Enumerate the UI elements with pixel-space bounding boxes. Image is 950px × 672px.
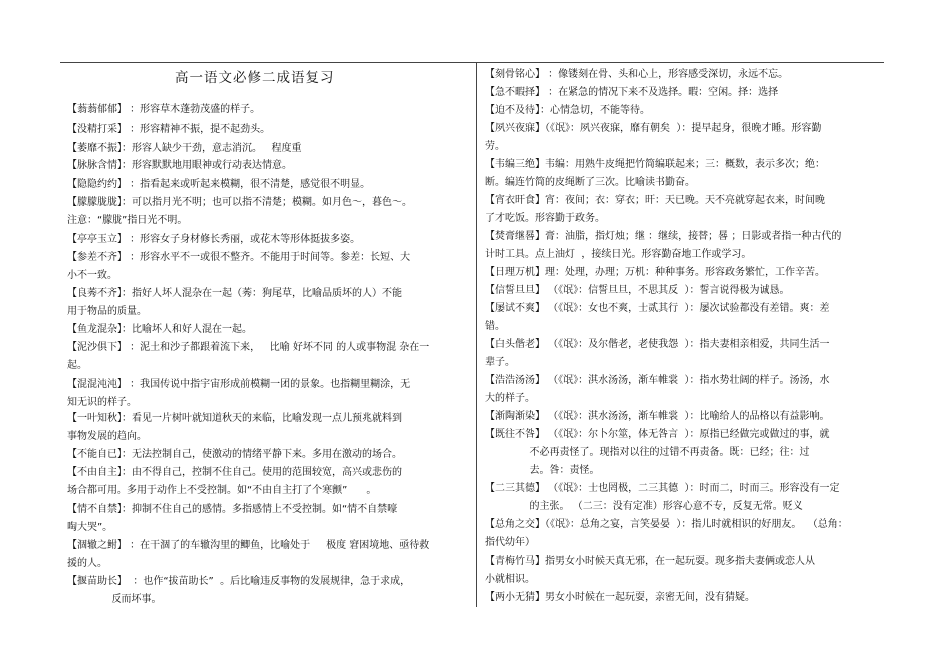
column-divider (476, 62, 477, 607)
idiom-entry: 【参差不齐】 ：形容水平不一或很不整齐。不能用于时间等。参差：长短、大 小不一致。 (67, 252, 411, 282)
page-title: 高一语文必修二成语复习 (175, 70, 335, 86)
idiom-entry: 【揠苗助长】 ：也作“拔苗助长” 。后比喻违反事物的发展规律，急于求成， 反而坏事。 (67, 576, 411, 606)
idiom-entry: 【二三其德】 （《氓》：士也罔极，二三其德 ）：时而二，时而三。形容没有一定 的主张。 （二三：没有定准）形容心意不专，反复无常。贬义 (485, 483, 840, 513)
idiom-entry: 【渐陶渐染】 （《氓》：淇水汤汤，渐车帷裳 ）：比喻给人的品格以有益影响。 (485, 411, 830, 422)
idiom-entry: 【焚膏继晷】膏：油脂，指灯烛；继 ：继续，接替；晷 ；日影或者指一种古代的 计时工具。点上油灯 ，接续日光。形容勤奋地工作或学习。 (485, 231, 842, 261)
idiom-entry: 【情不自禁】：抑制不住自己的感情。多指感情上不受控制。如“情不自禁嚎 啕大哭”。 (67, 504, 398, 534)
idiom-entry: 【没精打采】 ：形容精神不振，提不起劲头。 (67, 124, 271, 135)
idiom-entry: 【泥沙俱下】 ：泥土和沙子都跟着流下来， 比喻 好坏不同 的人或事物混 杂在一 起。 (67, 342, 430, 372)
idiom-entry: 【不由自主】：由不得自己，控制不住自己。使用的范围较宽，高兴或悲伤的 场合都可用。多用于动作上不受控制。如“不由自主打了个寒颤” 。 (67, 467, 402, 497)
idiom-entry: 【信誓旦旦】 （《氓》：信誓旦旦，不思其反 ）：誓言说得极为诚恳。 (485, 285, 790, 296)
idiom-entry: 【涸辙之鲋】 ：在干涸了的车辙沟里的鲫鱼，比喻处于 极度 窘困境地、亟待救 援的人。 (67, 540, 430, 570)
top-rule (60, 62, 884, 63)
idiom-entry: 【既往不咎】 （《氓》：尔卜尔筮，体无咎言 ）：原指已经做完或做过的事，就 不必再责怪了。现指对以往的过错不再责备。既：已经；往：过 去。咎：责怪。 (485, 429, 830, 477)
idiom-entry: 【迫不及待】：心情急切，不能等待。 (485, 105, 650, 116)
idiom-entry: 【亭亭玉立】 ：形容女子身材修长秀丽，或花木等形体挺拔多姿。 (67, 234, 361, 245)
idiom-entry: 【两小无猜】男女小时候在一起玩耍，亲密无间，没有猜疑。 (485, 592, 755, 603)
idiom-entry: 【脉脉含情】：形容默默地用眼神或行动表达情意。 (67, 160, 292, 171)
idiom-entry: 【白头偕老】 （《氓》：及尔偕老，老使我怨 ）：指夫妻相亲相爱，共同生活一 辈子。 (485, 339, 830, 369)
idiom-entry: 【一叶知秋】：看见一片树叶就知道秋天的来临，比喻发现一点儿预兆就料到 事物发展的趋向。 (67, 413, 402, 443)
idiom-entry: 【日理万机】理：处理，办理；万机：种种事务。形容政务繁忙，工作辛苦。 (485, 267, 825, 278)
idiom-entry: 【隐隐约约】 ：指看起来或听起来模糊，很不清楚，感觉很不明显。 (67, 179, 371, 190)
idiom-entry: 【鱼龙混杂】：比喻坏人和好人混在一起。 (67, 324, 252, 335)
idiom-entry: 【夙兴夜寐】（《氓》：夙兴夜寐，靡有朝矣 ）：提早起身，很晚才睡。形容勤 劳。 (485, 123, 822, 153)
idiom-entry: 【青梅竹马】指男女小时候天真无邪，在一起玩耍。现多指夫妻俩或恋人从 小就相识。 (485, 556, 815, 586)
idiom-entry: 【韦编三绝】韦编：用熟牛皮绳把竹简编联起来；三：概数，表示多次；绝： 断。编连竹简的皮绳断了三次。比喻读书勤奋。 (485, 159, 825, 189)
idiom-entry: 【不能自已】：无法控制自己，使激动的情绪平静下来。多用在激动的场合。 (67, 449, 402, 460)
idiom-entry: 【浩浩汤汤】 （《氓》：淇水汤汤，渐车帷裳 ）：指水势壮阔的样子。汤汤，水 大的样子。 (485, 375, 830, 405)
idiom-entry: 【良莠不齐】：指好人坏人混杂在一起（莠：狗尾草，比喻品质坏的人）不能 用于物品的质量。 (67, 288, 402, 318)
idiom-entry: 【宵衣旰食】宵：夜间；衣：穿衣；旰：天已晚。天不亮就穿起衣来，时间晚 了才吃饭。形容勤于政务。 (485, 195, 825, 225)
idiom-entry: 【蓊蓊郁郁】 ：形容草木蓬勃茂盛的样子。 (67, 104, 261, 115)
idiom-entry: 【总角之交】（《氓》：总角之宴，言笑晏晏 ）：指儿时就相识的好朋友。 （总角： 指代幼年） (485, 519, 848, 549)
idiom-entry: 【混混沌沌】 ：我国传说中指宇宙形成前模糊一团的景象。也指糊里糊涂，无 知无识的样子。 (67, 379, 411, 409)
idiom-entry: 【萎靡不振】：形容人缺少干劲，意志消沉。 程度重 (67, 143, 302, 154)
idiom-entry: 【朦朦胧胧】：可以指月光不明；也可以指不清楚；模糊。如月色～，暮色～。 注意：“朦胧”指日光不明。 (67, 197, 412, 227)
idiom-entry: 【屡试不爽】 （《氓》：女也不爽，士贰其行 ）：屡次试验都没有差错。爽：差 错。 (485, 303, 830, 333)
idiom-entry: 【刻骨铭心】 ：像镂刻在骨、头和心上，形容感受深切，永远不忘。 (485, 69, 789, 80)
idiom-entry: 【急不暇择】 ：在紧急的情况下来不及选择。暇：空闲。择：选择 (485, 87, 779, 98)
